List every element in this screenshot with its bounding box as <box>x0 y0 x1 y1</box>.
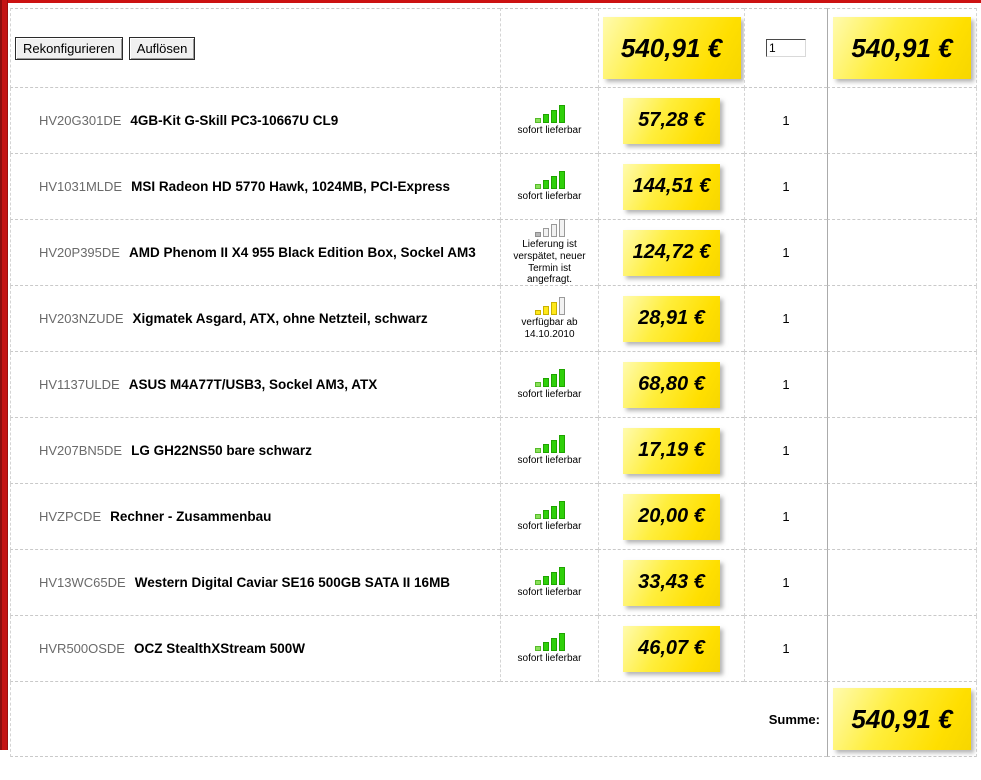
availability-bars-icon <box>535 435 565 453</box>
availability-bars-icon <box>535 633 565 651</box>
row-total-cell <box>827 550 977 616</box>
top-red-line <box>8 0 981 3</box>
quantity-value: 1 <box>782 311 790 326</box>
quantity-cell <box>744 484 827 550</box>
price-cell <box>598 352 744 418</box>
availability-label: sofort lieferbar <box>517 520 582 532</box>
availability-cell <box>500 616 598 682</box>
availability-label: verfügbar ab 14.10.2010 <box>521 316 578 340</box>
article-code: HV13WC65DE <box>39 575 126 590</box>
product-cell <box>10 286 500 352</box>
row-total-cell <box>827 616 977 682</box>
product-cell <box>10 616 500 682</box>
article-code: HVR500OSDE <box>39 641 125 656</box>
article-code: HV207BN5DE <box>39 443 123 458</box>
price-cell <box>598 616 744 682</box>
config-quantity-input[interactable] <box>766 39 806 57</box>
quantity-cell <box>744 616 827 682</box>
product-name: MSI Radeon HD 5770 Hawk, 1024MB, PCI-Express <box>131 179 450 194</box>
availability-bars-icon <box>535 219 565 237</box>
price-badge: 124,72 € <box>623 230 720 276</box>
availability-cell <box>500 154 598 220</box>
quantity-cell <box>744 352 827 418</box>
product-name: Rechner - Zusammenbau <box>110 509 272 524</box>
quantity-cell <box>744 418 827 484</box>
price-badge: 33,43 € <box>623 560 720 606</box>
quantity-value: 1 <box>782 509 790 524</box>
availability-bars-icon <box>535 297 565 315</box>
quantity-value: 1 <box>782 377 790 392</box>
price-cell <box>598 220 744 286</box>
summary-label-cell <box>10 682 827 757</box>
availability-bars-icon <box>535 567 565 585</box>
price-cell <box>598 286 744 352</box>
row-total-cell <box>827 220 977 286</box>
product-cell <box>10 154 500 220</box>
article-code: HV203NZUDE <box>39 311 124 326</box>
row-total-cell <box>827 88 977 154</box>
product-name: ASUS M4A77T/USB3, Sockel AM3, ATX <box>128 377 378 392</box>
cart-table <box>10 8 977 757</box>
price-cell <box>598 88 744 154</box>
row-total-cell <box>827 418 977 484</box>
product-cell <box>10 484 500 550</box>
summary-label: Summe: <box>768 711 820 727</box>
price-cell <box>598 484 744 550</box>
quantity-value: 1 <box>782 245 790 260</box>
availability-label: sofort lieferbar <box>517 190 582 202</box>
product-name: LG GH22NS50 bare schwarz <box>131 443 312 458</box>
product-cell <box>10 418 500 484</box>
row-total-cell <box>827 352 977 418</box>
quantity-cell <box>744 220 827 286</box>
quantity-cell <box>744 286 827 352</box>
article-code: HVZPCDE <box>39 509 102 524</box>
price-cell <box>598 418 744 484</box>
header-quantity-cell <box>744 8 827 88</box>
availability-label: sofort lieferbar <box>517 388 582 400</box>
row-total-cell <box>827 484 977 550</box>
availability-cell <box>500 550 598 616</box>
left-red-bar <box>0 0 8 750</box>
availability-cell <box>500 352 598 418</box>
price-badge: 17,19 € <box>623 428 720 474</box>
quantity-value: 1 <box>782 113 790 128</box>
quantity-cell <box>744 88 827 154</box>
config-total-price-badge: 540,91 € <box>603 17 741 79</box>
quantity-cell <box>744 550 827 616</box>
price-badge: 57,28 € <box>623 98 720 144</box>
row-total-cell <box>827 286 977 352</box>
availability-cell <box>500 88 598 154</box>
availability-label: sofort lieferbar <box>517 652 582 664</box>
product-name: Xigmatek Asgard, ATX, ohne Netzteil, schwarz <box>132 311 428 326</box>
price-badge: 144,51 € <box>623 164 720 210</box>
availability-bars-icon <box>535 171 565 189</box>
quantity-value: 1 <box>782 443 790 458</box>
reconfigure-button[interactable]: Rekonfigurieren <box>15 37 123 60</box>
availability-label: Lieferung ist verspätet, neuer Termin ist angefragt. <box>513 238 586 286</box>
availability-bars-icon <box>535 501 565 519</box>
price-badge: 68,80 € <box>623 362 720 408</box>
availability-label: sofort lieferbar <box>517 454 582 466</box>
availability-cell <box>500 418 598 484</box>
availability-cell <box>500 484 598 550</box>
header-availability-cell <box>500 8 598 88</box>
availability-label: sofort lieferbar <box>517 124 582 136</box>
product-cell <box>10 550 500 616</box>
summary-total-badge: 540,91 € <box>833 688 971 750</box>
summary-total-cell <box>827 682 977 757</box>
header-actions-cell <box>10 8 500 88</box>
product-name: 4GB-Kit G-Skill PC3-10667U CL9 <box>130 113 339 128</box>
availability-label: sofort lieferbar <box>517 586 582 598</box>
product-name: AMD Phenom II X4 955 Black Edition Box, Sockel AM3 <box>128 245 476 260</box>
availability-bars-icon <box>535 105 565 123</box>
header-price-cell <box>598 8 744 88</box>
article-code: HV1031MLDE <box>39 179 123 194</box>
availability-bars-icon <box>535 369 565 387</box>
availability-cell <box>500 220 598 286</box>
config-row-total-badge: 540,91 € <box>833 17 971 79</box>
quantity-value: 1 <box>782 641 790 656</box>
header-total-cell <box>827 8 977 88</box>
article-code: HV20P395DE <box>39 245 120 260</box>
availability-cell <box>500 286 598 352</box>
article-code: HV20G301DE <box>39 113 122 128</box>
product-name: Western Digital Caviar SE16 500GB SATA II 16MB <box>134 575 451 590</box>
quantity-value: 1 <box>782 575 790 590</box>
product-name: OCZ StealthXStream 500W <box>133 641 306 656</box>
price-badge: 46,07 € <box>623 626 720 672</box>
price-cell <box>598 550 744 616</box>
product-cell <box>10 88 500 154</box>
price-badge: 28,91 € <box>623 296 720 342</box>
dissolve-button[interactable]: Auflösen <box>129 37 196 60</box>
quantity-value: 1 <box>782 179 790 194</box>
quantity-cell <box>744 154 827 220</box>
product-cell <box>10 220 500 286</box>
row-total-cell <box>827 154 977 220</box>
product-cell <box>10 352 500 418</box>
article-code: HV1137ULDE <box>39 377 120 392</box>
price-cell <box>598 154 744 220</box>
price-badge: 20,00 € <box>623 494 720 540</box>
